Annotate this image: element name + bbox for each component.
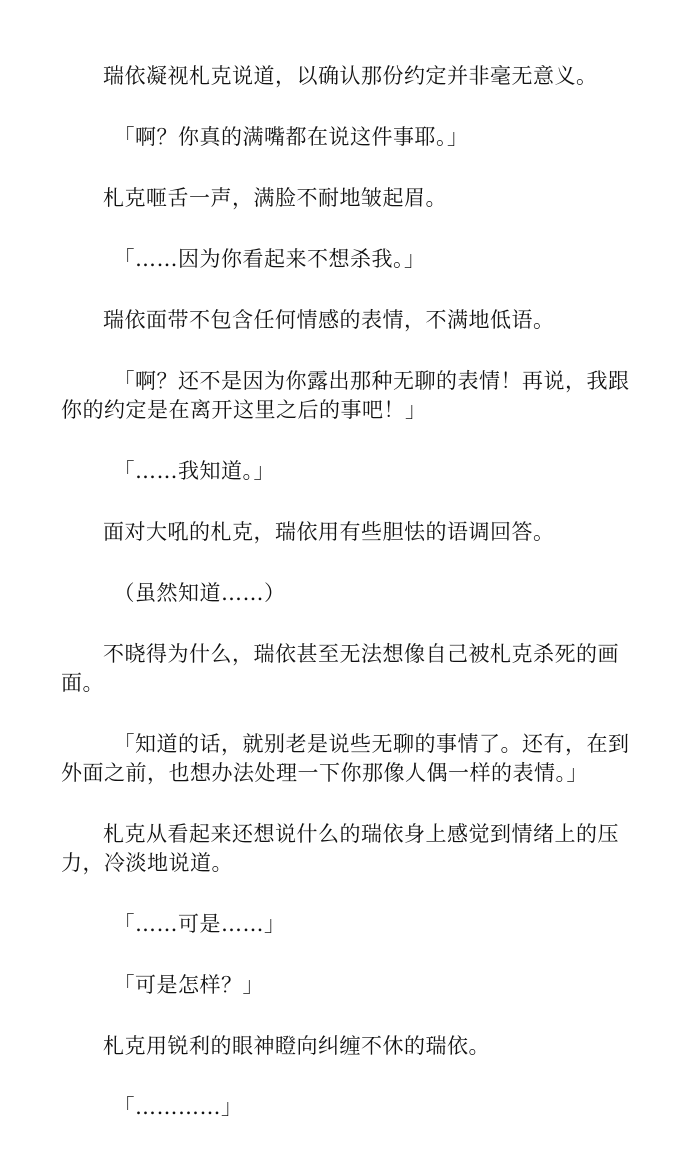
paragraph-narration: 不晓得为什么，瑞依甚至无法想像自己被札克杀死的画面。 — [61, 642, 619, 695]
paragraph-narration: 札克从看起来还想说什么的瑞依身上感觉到情绪上的压力，冷淡地说道。 — [61, 822, 619, 875]
paragraph-dialogue: 「……因为你看起来不想杀我。」 — [113, 247, 426, 271]
paragraph-narration: 瑞依凝视札克说道，以确认那份约定并非毫无意义。 — [103, 64, 598, 88]
paragraph-dialogue: 「……可是……」 — [113, 912, 286, 936]
paragraph-narration: 札克用锐利的眼神瞪向纠缠不休的瑞依。 — [103, 1034, 490, 1058]
paragraph-dialogue: 「…………」 — [113, 1095, 243, 1119]
paragraph-dialogue: 「知道的话，就别老是说些无聊的事情了。还有，在到外面之前，也想办法处理一下你那像人偶一样的表情。」 — [61, 732, 630, 785]
paragraph-dialogue: 「啊？你真的满嘴都在说这件事耶。」 — [113, 125, 469, 149]
paragraph-thought: （虽然知道……） — [113, 581, 286, 605]
paragraph-narration: 瑞依面带不包含任何情感的表情，不满地低语。 — [103, 308, 555, 332]
paragraph-narration: 札克咂舌一声，满脸不耐地皱起眉。 — [103, 186, 447, 210]
paragraph-dialogue: 「可是怎样？」 — [113, 973, 264, 997]
paragraph-narration: 面对大吼的札克，瑞依用有些胆怯的语调回答。 — [103, 520, 555, 544]
document-page — [61, 62, 641, 1154]
paragraph-dialogue: 「啊？还不是因为你露出那种无聊的表情！再说，我跟你的约定是在离开这里之后的事吧！」 — [61, 369, 630, 422]
paragraph-dialogue: 「……我知道。」 — [113, 459, 275, 483]
